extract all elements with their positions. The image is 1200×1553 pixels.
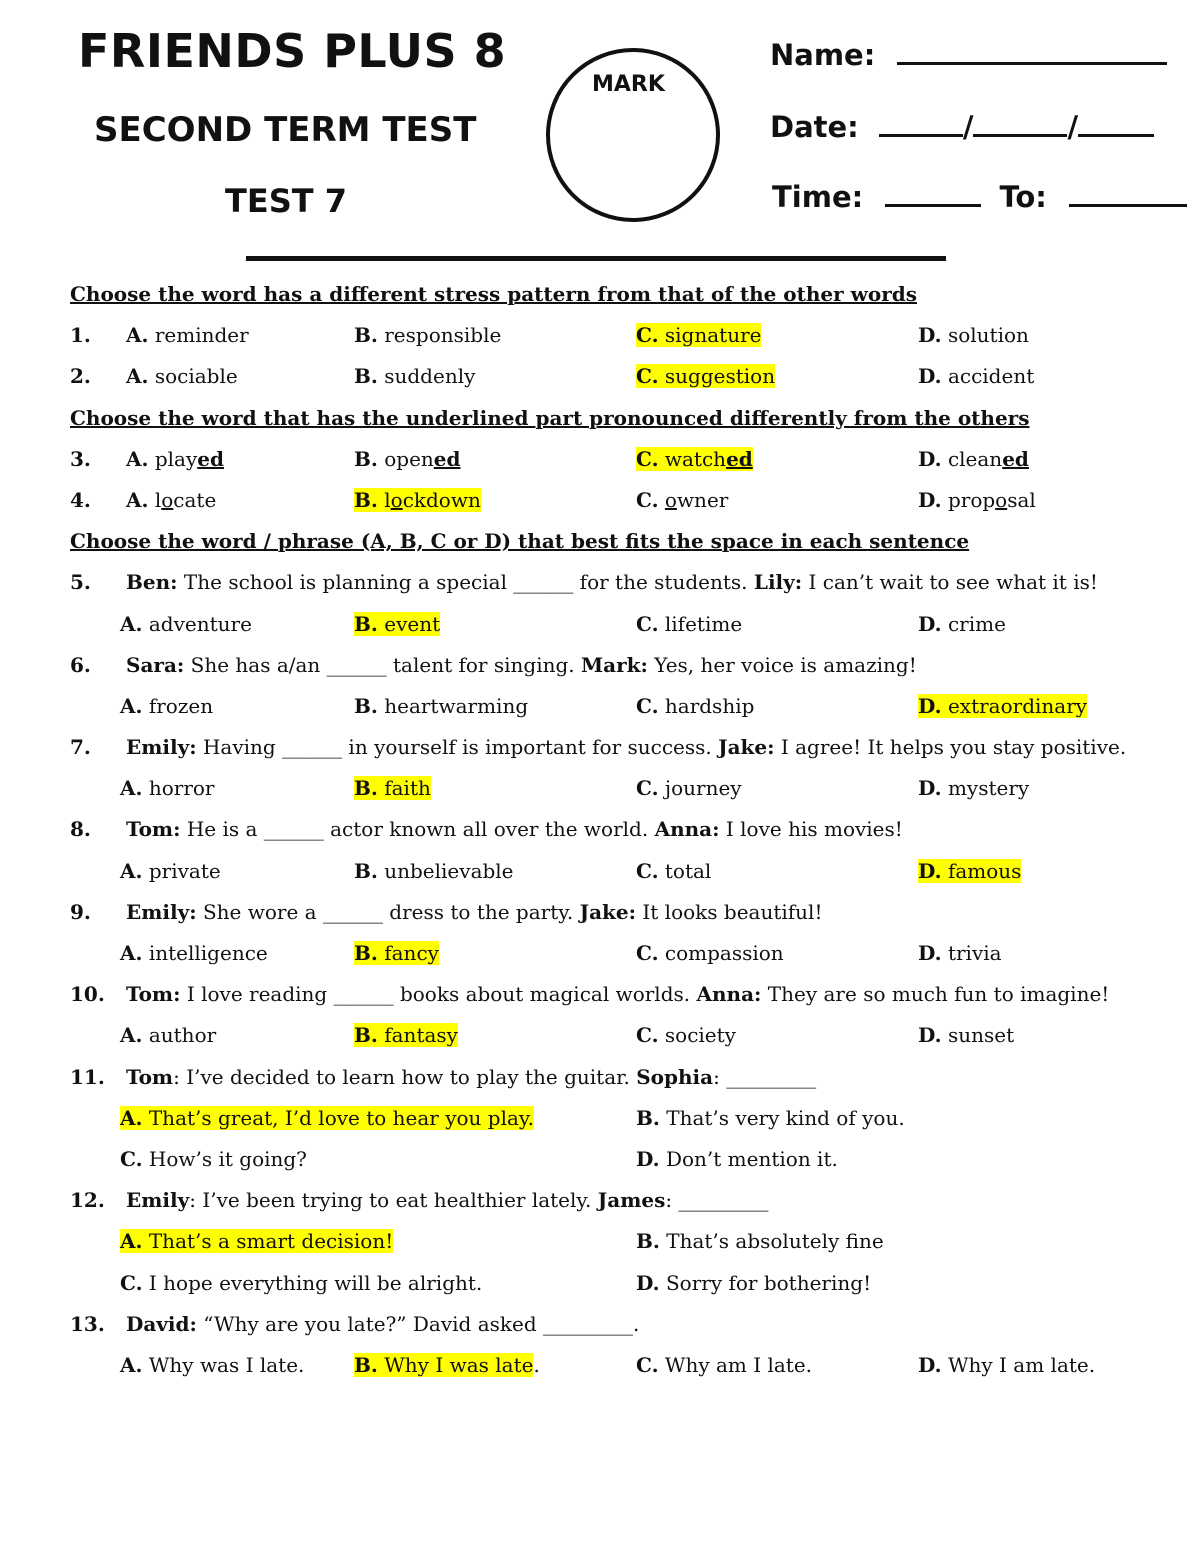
option-d-answer[interactable]: D. famous <box>918 858 1022 883</box>
date-year-blank[interactable] <box>1078 110 1154 137</box>
option-d-answer[interactable]: D. extraordinary <box>918 693 1088 718</box>
options-row <box>0 1347 1200 1388</box>
option-c[interactable]: C. compassion <box>636 941 784 965</box>
option-a[interactable]: A. reminder <box>126 323 249 348</box>
to-label: To: <box>999 180 1047 214</box>
header-divider <box>246 256 946 261</box>
option-d[interactable]: D. mystery <box>918 776 1030 801</box>
section-title: Choose the word / phrase (A, B, C or D) that best fits the space in each sentence <box>70 529 970 554</box>
options-row <box>0 1265 1200 1306</box>
time-label: Time: <box>772 180 864 214</box>
question-number: 2. <box>70 364 91 389</box>
option-a[interactable]: A. horror <box>120 776 215 801</box>
question-text: David: “Why are you late?” David asked _________. <box>126 1311 640 1336</box>
question-number: 5. <box>70 570 91 595</box>
question-row <box>0 482 1200 523</box>
date-separator: / <box>962 110 974 144</box>
option-a[interactable]: A. Why was I late. <box>120 1352 305 1377</box>
time-field <box>772 180 1187 214</box>
question-row <box>0 441 1200 482</box>
date-day-blank[interactable] <box>879 110 963 137</box>
option-c-answer[interactable]: C. suggestion <box>636 364 776 389</box>
option-c-answer[interactable]: C. signature <box>636 323 762 348</box>
question-number: 4. <box>70 487 91 512</box>
option-d[interactable]: D. accident <box>918 364 1035 389</box>
options-row <box>0 1100 1200 1141</box>
test-brand-title: FRIENDS PLUS 8 <box>78 24 507 78</box>
option-b[interactable]: B. That’s absolutely fine <box>636 1229 884 1254</box>
option-c[interactable]: C. journey <box>636 776 742 801</box>
option-a[interactable]: A. intelligence <box>120 941 268 965</box>
option-c-answer[interactable]: C. watched <box>636 446 753 471</box>
question-row <box>0 976 1200 1017</box>
question-text: Tom: He is a ______ actor known all over the world. Anna: I love his movies! <box>126 817 903 842</box>
option-b[interactable]: B. unbelievable <box>354 858 514 883</box>
question-row <box>0 358 1200 399</box>
question-text: Emily: She wore a ______ dress to the party. Jake: It looks beautiful! <box>126 899 823 924</box>
option-c[interactable]: C. owner <box>636 487 729 512</box>
option-a[interactable]: A. adventure <box>120 611 252 636</box>
question-text: Emily: Having ______ in yourself is important for success. Jake: I agree! It helps you stay positive. <box>126 735 1127 760</box>
test-content <box>0 276 1200 1388</box>
question-row <box>0 1182 1200 1223</box>
option-b-answer[interactable]: B. Why I was late. <box>354 1352 540 1377</box>
option-c[interactable]: C. Why am I late. <box>636 1352 813 1377</box>
options-row <box>0 1141 1200 1182</box>
option-a-answer[interactable]: A. That’s a smart decision! <box>120 1229 394 1254</box>
question-text: Sara: She has a/an ______ talent for singing. Mark: Yes, her voice is amazing! <box>126 652 917 677</box>
option-d[interactable]: D. crime <box>918 611 1006 636</box>
question-text: Tom: I love reading ______ books about magical worlds. Anna: They are so much fun to imagine! <box>126 982 1110 1007</box>
question-row <box>0 564 1200 605</box>
option-b[interactable]: B. That’s very kind of you. <box>636 1105 905 1130</box>
question-row <box>0 1059 1200 1100</box>
question-number: 7. <box>70 735 91 760</box>
option-a[interactable]: A. author <box>120 1023 217 1048</box>
options-row <box>0 853 1200 894</box>
name-blank[interactable] <box>897 38 1167 65</box>
question-row <box>0 811 1200 852</box>
options-row <box>0 1223 1200 1264</box>
options-row <box>0 606 1200 647</box>
question-number: 13. <box>70 1311 105 1336</box>
option-c[interactable]: C. total <box>636 858 712 883</box>
option-a[interactable]: A. played <box>126 446 224 471</box>
question-row <box>0 317 1200 358</box>
option-a[interactable]: A. sociable <box>126 364 238 389</box>
name-label: Name: <box>770 38 876 72</box>
option-a[interactable]: A. frozen <box>120 693 214 718</box>
option-b[interactable]: B. heartwarming <box>354 693 529 718</box>
option-b-answer[interactable]: B. faith <box>354 776 431 801</box>
date-field <box>770 110 1154 144</box>
options-row <box>0 1017 1200 1058</box>
option-d[interactable]: D. Why I am late. <box>918 1352 1096 1377</box>
section-title: Choose the word has a different stress pattern from that of the other words <box>70 282 917 306</box>
option-c[interactable]: C. hardship <box>636 693 755 718</box>
question-text: Ben: The school is planning a special ______ for the students. Lily: I can’t wait to see what it is! <box>126 570 1098 595</box>
question-row <box>0 1306 1200 1347</box>
time-start-blank[interactable] <box>885 180 981 207</box>
option-d[interactable]: D. sunset <box>918 1023 1015 1048</box>
section-title: Choose the word that has the underlined part pronounced differently from the others <box>70 405 1030 430</box>
option-b-answer[interactable]: B. fancy <box>354 941 439 965</box>
option-d[interactable]: D. proposal <box>918 487 1036 512</box>
question-number: 3. <box>70 446 91 471</box>
option-d[interactable]: D. Don’t mention it. <box>636 1146 838 1171</box>
date-month-blank[interactable] <box>973 110 1067 137</box>
mark-label: MARK <box>592 72 665 97</box>
options-row <box>0 688 1200 729</box>
question-row <box>0 894 1200 935</box>
question-text: Emily: I’ve been trying to eat healthier lately. James: _________ <box>126 1188 769 1213</box>
term-test-title: SECOND TERM TEST <box>94 110 477 150</box>
option-d[interactable]: D. cleaned <box>918 446 1029 471</box>
question-row <box>0 647 1200 688</box>
question-number: 9. <box>70 899 91 924</box>
date-label: Date: <box>770 110 859 144</box>
question-text: Tom: I’ve decided to learn how to play the guitar. Sophia: _________ <box>126 1064 817 1089</box>
option-c[interactable]: C. I hope everything will be alright. <box>120 1270 483 1295</box>
question-number: 12. <box>70 1188 105 1213</box>
option-b-answer[interactable]: B. event <box>354 611 441 636</box>
options-row <box>0 935 1200 976</box>
option-b[interactable]: B. responsible <box>354 323 502 348</box>
option-c[interactable]: C. How’s it going? <box>120 1146 307 1171</box>
date-separator: / <box>1067 110 1079 144</box>
question-number: 1. <box>70 323 91 348</box>
question-number: 8. <box>70 817 91 842</box>
option-a[interactable]: A. locate <box>126 487 217 512</box>
option-d[interactable]: D. Sorry for bothering! <box>636 1270 872 1295</box>
options-row <box>0 770 1200 811</box>
option-b[interactable]: B. opened <box>354 446 461 471</box>
section-heading <box>0 523 1200 564</box>
option-b-answer[interactable]: B. fantasy <box>354 1023 458 1048</box>
question-row <box>0 729 1200 770</box>
option-c[interactable]: C. society <box>636 1023 736 1048</box>
section-heading <box>0 400 1200 441</box>
option-a-answer[interactable]: A. That’s great, I’d love to hear you play. <box>120 1105 534 1130</box>
option-b-answer[interactable]: B. lockdown <box>354 487 481 512</box>
option-a[interactable]: A. private <box>120 858 221 883</box>
question-number: 6. <box>70 652 91 677</box>
section-heading <box>0 276 1200 317</box>
time-end-blank[interactable] <box>1069 180 1187 207</box>
option-d[interactable]: D. solution <box>918 323 1029 348</box>
test-number: TEST 7 <box>225 182 347 220</box>
name-field <box>770 38 1167 72</box>
option-b[interactable]: B. suddenly <box>354 364 476 389</box>
option-c[interactable]: C. lifetime <box>636 611 743 636</box>
question-number: 11. <box>70 1064 105 1089</box>
question-number: 10. <box>70 982 105 1007</box>
option-d[interactable]: D. trivia <box>918 941 1002 965</box>
